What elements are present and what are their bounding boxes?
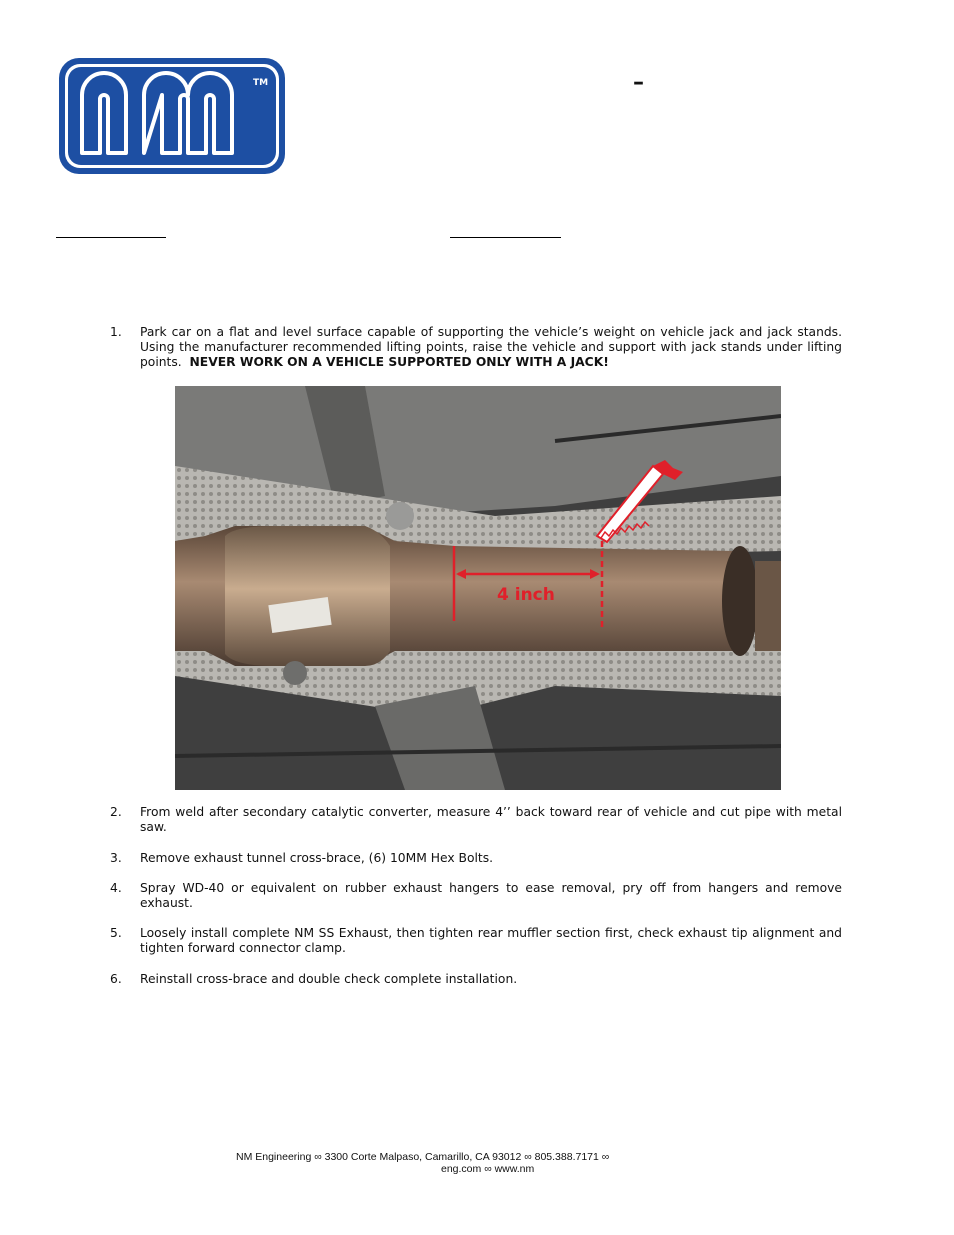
nm-logo (56, 55, 288, 177)
step-text: Spray WD-40 or equivalent on rubber exhaust hangers to ease removal, pry off from hangers and remove exhaust. (140, 881, 842, 910)
list-item (110, 325, 842, 370)
list-item (110, 805, 842, 835)
measure-label: 4 inch (497, 585, 555, 605)
step-number: 6. (110, 972, 122, 986)
step-text: Reinstall cross-brace and double check complete installation. (140, 972, 518, 986)
list-item (110, 926, 842, 956)
exhaust-photo (175, 386, 781, 790)
step-text: Park car on a flat and level surface capable of supporting the vehicle’s weight on vehicle jack and jack stands. Using the manufacturer recommended lifting points, raise the vehicle and support with jack stands under lifting points. NEVER WORK ON A VEHICLE SUPPORTED ONLY WITH A JACK! (140, 325, 842, 369)
hex-bolt (283, 661, 307, 685)
step-number: 3. (110, 851, 122, 865)
title-dash: – (633, 70, 644, 95)
heading-underline-left (56, 237, 166, 238)
step-text: Remove exhaust tunnel cross-brace, (6) 10MM Hex Bolts. (140, 851, 494, 865)
list-item (110, 972, 842, 987)
catalytic-converter (225, 526, 390, 666)
step-number: 5. (110, 926, 122, 940)
hex-bolt (386, 502, 414, 530)
step-number: 2. (110, 805, 122, 819)
step-number: 1. (110, 325, 122, 339)
step-text: Loosely install complete NM SS Exhaust, then tighten rear muffler section first, check exhaust tip alignment and tighten forward connector clamp. (140, 926, 842, 955)
safety-warning: NEVER WORK ON A VEHICLE SUPPORTED ONLY WITH A JACK! (189, 355, 609, 369)
list-item (110, 881, 842, 911)
trademark-mark: TM (253, 78, 269, 88)
step-number: 4. (110, 881, 122, 895)
list-item (110, 851, 842, 866)
step-text: From weld after secondary catalytic converter, measure 4’’ back toward rear of vehicle and cut pipe with metal saw. (140, 805, 842, 834)
pipe-flange (722, 546, 758, 656)
heading-underline-right (450, 237, 561, 238)
